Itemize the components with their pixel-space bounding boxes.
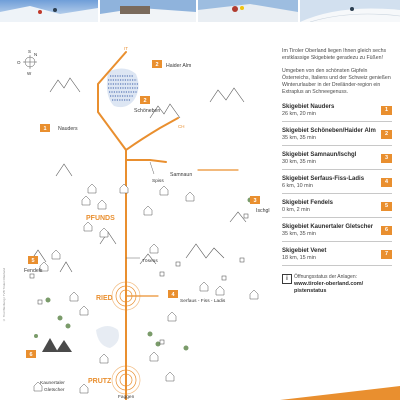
photo-strip [0,0,400,22]
label-kaunertaler: Kaunertaler [40,381,65,386]
svg-text:6: 6 [29,352,33,358]
intro-paragraph-2: Umgeben von den schönsten Gipfeln Österreichs, Italiens und der Schweiz genießen Winterurlauber in der Dreiländer-region ein Extraplus an Schneegenuss. [282,68,391,95]
small-lake [96,326,119,348]
info-panel [282,48,392,295]
label-haider-alm: Haider Alm [166,63,192,69]
ski-area-distance: 18 km, 15 min [282,255,316,261]
label-spiss: Spiss [152,179,164,184]
compass-w: W [27,71,32,76]
ski-area-list [282,102,392,266]
border-ch-label: CH [178,124,185,129]
ski-area-title: Skigebiet Fendels [282,200,334,206]
intro-paragraph-1: Im Tiroler Oberland liegen Ihnen gleich sechs erstklassige Skigebiete geradezu zu Füßen! [282,48,387,61]
ski-area-number-badge: 6 [381,226,392,235]
ski-area-distance: 6 km, 10 min [282,183,313,189]
label-serfaus: Serfaus - Fiss - Ladis [180,299,226,304]
trees [34,198,253,351]
label-prutz: PRUTZ [88,378,112,385]
ski-area-distance: 35 km, 35 min [282,231,316,237]
ski-area-item [282,150,392,170]
ski-area-number-badge: 2 [381,130,392,139]
ski-area-distance: 30 km, 35 min [282,159,316,165]
intro-text [282,48,392,96]
svg-text:2: 2 [155,62,159,68]
ski-area-number-badge: 4 [381,178,392,187]
label-fendels: Fendels [24,268,43,274]
ski-area-item [282,222,392,242]
ski-area-title: Skigebiet Samnaun/Ischgl [282,152,357,158]
ski-area-number-badge: 3 [381,154,392,163]
ski-area-item [282,102,392,122]
ski-photos [0,0,400,22]
svg-text:1: 1 [43,126,47,132]
label-samnaun: Samnaun [170,172,193,178]
area-markers [26,60,260,358]
svg-text:5: 5 [31,258,35,264]
label-ischgl: Ischgl [256,208,270,214]
ski-area-title: Skigebiet Kaunertaler Gletscher [282,224,374,230]
orange-corner-decor [280,386,400,400]
svg-text:4: 4 [171,292,175,298]
photo-credit: © Tirol Werbung / TVB Tiroler Oberland [2,268,6,323]
gondola-icons [30,214,248,344]
ski-area-distance: 26 km, 20 min [282,111,316,117]
compass-s: S [28,49,32,54]
label-schoeneben: Schöneben [134,108,161,114]
status-info [282,274,392,295]
status-link[interactable]: www.tiroler-oberland.com/ pistenstatus [294,281,364,294]
label-gletscher: Gletscher [44,388,65,393]
ski-area-number-badge: 7 [381,250,392,259]
ski-area-title: Skigebiet Venet [282,248,327,254]
houses [34,184,258,393]
compass-n: N [34,52,38,57]
ski-area-title: Skigebiet Serfaus-Fiss-Ladis [282,176,365,182]
ski-area-item [282,246,392,266]
ski-area-number-badge: 5 [381,202,392,211]
ski-area-number-badge: 1 [381,106,392,115]
svg-text:2: 2 [143,98,147,104]
compass-o: O [17,60,21,65]
compass-rose [17,49,37,76]
ski-area-distance: 0 km, 2 min [282,207,310,213]
ski-region-map [0,22,272,400]
ski-area-title: Skigebiet Schöneben/Haider Alm [282,128,376,134]
label-nauders: Nauders [58,126,78,132]
label-toesens: Tösens [142,259,158,264]
ski-area-title: Skigebiet Nauders [282,104,335,110]
border-it-label: IT [124,46,128,51]
ski-area-item [282,126,392,146]
label-ried: RIED [96,295,113,302]
ski-area-distance: 35 km, 35 min [282,135,316,141]
label-faggen: Faggen [118,395,135,400]
ski-area-item [282,198,392,218]
svg-text:3: 3 [253,198,257,204]
lake [107,68,139,107]
alpine-peaks [42,338,72,352]
label-pfunds: PFUNDS [86,215,115,222]
status-label: Öffnungsstatus der Anlagen: [294,274,358,280]
info-icon: i [282,274,292,284]
ski-area-item [282,174,392,194]
